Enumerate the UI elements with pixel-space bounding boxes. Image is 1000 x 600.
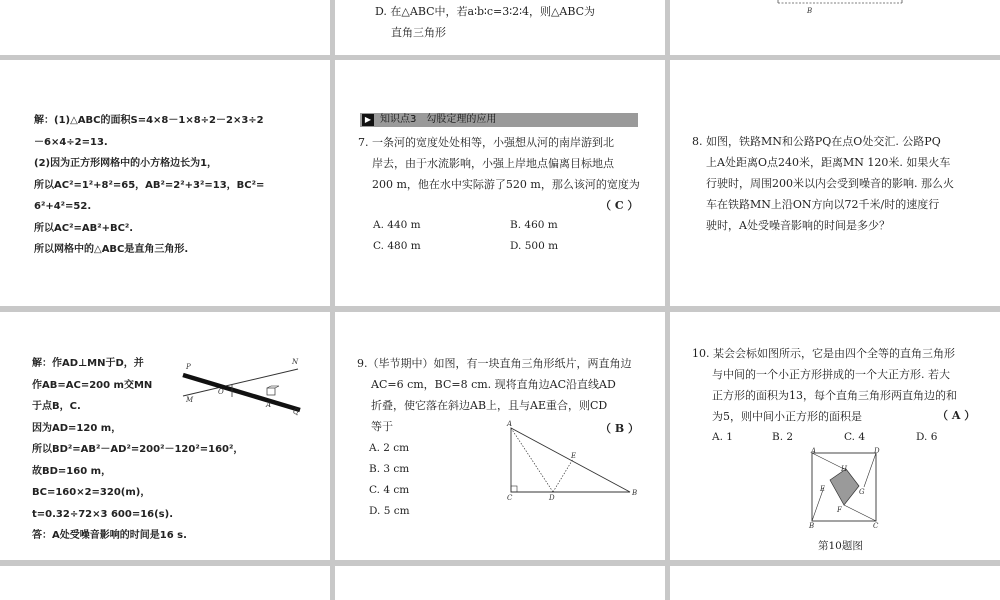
solution-line: 所以AC²=1²+8²=65，AB²=2²+3²=13，BC²= (34, 179, 265, 191)
sol8-line: 于点B，C. (32, 401, 81, 412)
section-header (360, 113, 638, 127)
q9-option-b: B. 3 cm (369, 463, 410, 475)
question-7-text (358, 132, 648, 195)
sol8-line: 解：作AD⊥MN于D，并 (32, 358, 144, 369)
panel-question-10 (670, 312, 1000, 560)
square-figure (670, 312, 1000, 560)
inner-square (830, 469, 859, 505)
panel-solution-8 (0, 312, 330, 560)
q7-option-b: B. 460 m (510, 219, 558, 231)
sol8-line: 作AB=AC=200 m交MN (32, 379, 153, 391)
q9-option-a: A. 2 cm (369, 442, 410, 454)
top-figure-fragment (670, 0, 1000, 55)
sol8-line: t=0.32÷72×3 600=16(s). (32, 508, 174, 520)
option-d-line1: D. 在△ABC中，若a∶b∶c=3∶2∶4，则△ABC为 (375, 5, 596, 18)
fig-label-n: N (292, 358, 299, 366)
fig-label-b: B (807, 7, 813, 15)
fig-label-o: O (218, 388, 224, 396)
q10-line: 与中间的一个小正方形拼成的一个大正方形. 若大 (712, 368, 950, 381)
panel-solution-grid (0, 60, 330, 306)
q9-option-d: D. 5 cm (369, 505, 410, 517)
fig-label-q: Q (293, 408, 299, 416)
q8-line: 行驶时，周围200米以内会受到噪音的影响. 那么火 (706, 177, 954, 190)
q9-option-c: C. 4 cm (369, 484, 410, 496)
q10-line: 10. 某会会标如图所示，它是由四个全等的直角三角形 (692, 347, 955, 360)
fold-line-ad (511, 428, 553, 492)
q10-option-d: D. 6 (916, 431, 938, 443)
solution-line: 6²+4²=52. (34, 201, 92, 212)
q10-line: 正方形的面积为13，每个直角三角形两直角边的和 (712, 389, 957, 402)
triangle-acb (511, 428, 630, 492)
q9-line: 等于 (371, 420, 393, 433)
fig-label-a: A (507, 420, 513, 428)
section-label: 知识点3 勾股定理的应用 (380, 114, 497, 125)
q8-line: 驶时，A处受噪音影响的时间是多少？ (706, 219, 890, 232)
q7-line: 200 m，他在水中实际游了520 m，那么该河的宽度为 (372, 178, 640, 191)
q7-option-a: A. 440 m (373, 219, 421, 231)
panel-bottom-middle (335, 566, 665, 600)
fig-label-h: H (841, 465, 848, 473)
panel-bottom-right (670, 566, 1000, 600)
fig-label-c: C (507, 494, 513, 502)
play-arrow-icon: ▶ (362, 114, 374, 126)
fig-label-b: B (809, 522, 815, 530)
solution-line: 所以AC²=AB²+BC². (34, 222, 134, 234)
sol8-line: 所以BD²=AB²－AD²=200²－120²=160²， (32, 444, 244, 455)
q7-line: 7. 一条河的宽度处处相等，小强想从河的南岸游到北 (358, 136, 614, 149)
fig-label-e: E (820, 485, 826, 493)
fig-label-b: B (632, 489, 638, 497)
q9-line: 折叠，使它落在斜边AB上，且与AE重合，则CD (371, 399, 608, 412)
q10-option-a: A. 1 (712, 431, 733, 443)
fig-label-a: A (811, 447, 817, 455)
q7-line: 岸去，由于水流影响，小强上岸地点偏离目标地点 (372, 157, 614, 170)
q10-line: 为5，则中间小正方形的面积是 (712, 410, 862, 423)
fig-label-m: M (186, 396, 194, 404)
sol8-line: 因为AD=120 m， (32, 422, 122, 434)
fig-label-d: D (549, 494, 555, 502)
solution-line: (2)因为正方形网格中的小方格边长为1， (34, 158, 218, 169)
option-d-line2: 直角三角形 (391, 26, 446, 39)
q7-option-d: D. 500 m (510, 240, 559, 252)
q9-line: AC=6 cm，BC=8 cm. 现将直角边AC沿直线AD (371, 378, 616, 391)
q8-line: 车在铁路MN上沿ON方向以72千米/时的速度行 (706, 198, 940, 211)
q9-answer: （ B ） (600, 422, 639, 435)
fig-label-f: F (837, 506, 842, 514)
q7-option-c: C. 480 m (373, 240, 421, 252)
q7-answer: （ C ） (600, 199, 639, 212)
solution-grid-text (34, 110, 324, 261)
panel-top-middle (335, 0, 665, 55)
panel-question-9 (335, 312, 665, 560)
fig-label-d: D (874, 447, 880, 455)
fig-label-e: E (571, 452, 577, 460)
line-pq-thick (183, 375, 300, 410)
fig-label-c: C (873, 522, 879, 530)
q8-line: 上A处距离O点240米，距离MN 120米. 如果火车 (706, 156, 951, 169)
q10-option-b: B. 2 (772, 431, 794, 443)
sol8-line: 答：A处受噪音影响的时间是16 s. (32, 530, 187, 541)
sol8-line: 故BD=160 m， (32, 465, 112, 477)
q8-line: 8. 如图，铁路MN和公路PQ在点O处交汇. 公路PQ (692, 135, 941, 148)
fold-line-de (553, 459, 573, 492)
railway-figure (0, 312, 330, 560)
fig-label-g: G (859, 488, 865, 496)
question-8-text (692, 131, 992, 236)
q10-answer: （ A ） (937, 409, 976, 422)
q9-line: 9.（毕节期中）如图，有一块直角三角形纸片，两直角边 (357, 357, 632, 370)
solution-line: 所以网格中的△ABC是直角三角形. (34, 244, 189, 255)
fig-label-a: A (266, 401, 272, 409)
panel-top-right (670, 0, 1000, 55)
sol8-line: BC=160×2=320(m)， (32, 487, 151, 498)
panel-bottom-left (0, 566, 330, 600)
solution-line: 解：(1)△ABC的面积S=4×8－1×8÷2－2×3÷2 (34, 115, 264, 126)
panel-top-left (0, 0, 330, 55)
q10-option-c: C. 4 (844, 431, 866, 443)
figure-caption: 第10题图 (818, 540, 863, 552)
panel-question-8 (670, 60, 1000, 306)
triangle-fold-figure (335, 312, 665, 560)
solution-line: －6×4÷2=13. (34, 136, 108, 148)
fig-label-p: P (186, 363, 191, 371)
